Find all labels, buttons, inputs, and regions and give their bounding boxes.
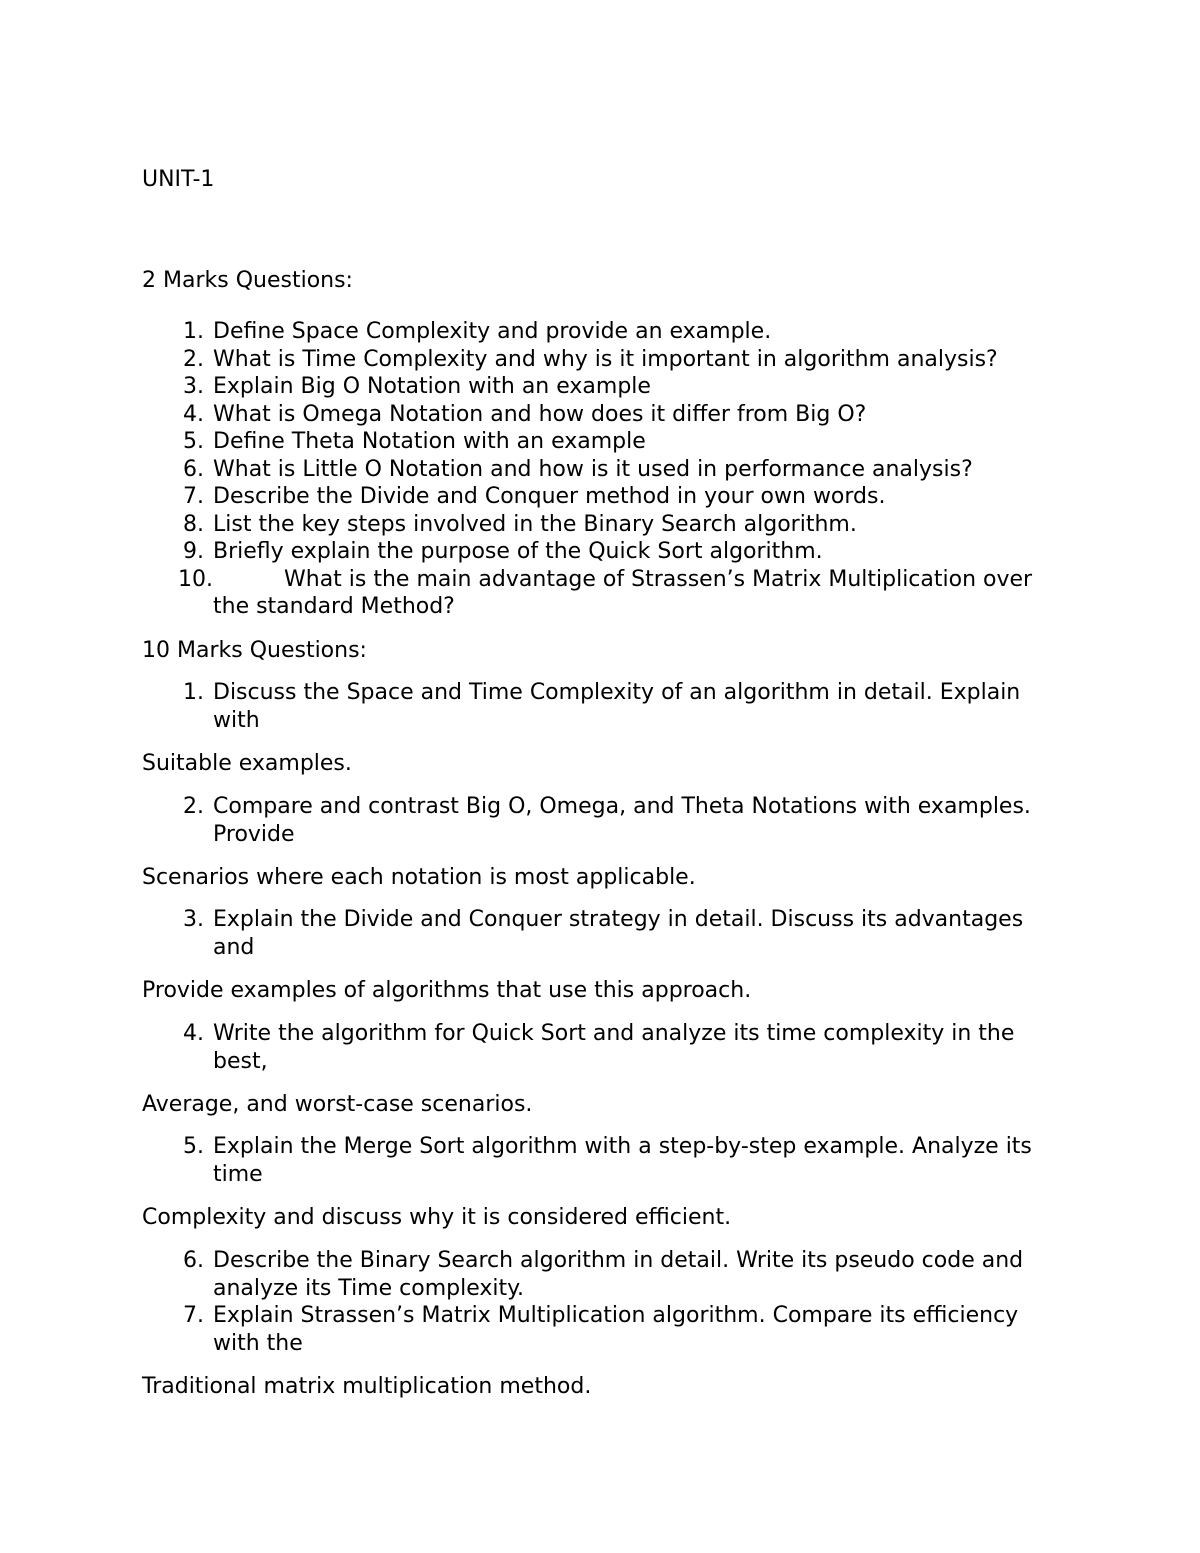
item-number: 9. xyxy=(183,539,204,564)
question-continuation: Traditional matrix multiplication method. xyxy=(142,1374,592,1399)
list-item xyxy=(142,1247,1062,1302)
list-item xyxy=(142,1302,1062,1357)
list-item xyxy=(142,1133,1062,1188)
list-item xyxy=(142,483,1062,511)
question-text: What is Omega Notation and how does it differ from Big O? xyxy=(213,401,867,427)
question-text: Explain the Merge Sort algorithm with a step-by-step example. Analyze its time xyxy=(213,1134,1032,1187)
question-text: Explain Strassen’s Matrix Multiplication algorithm. Compare its efficiency with the xyxy=(213,1303,1019,1356)
item-number: 4. xyxy=(183,401,204,427)
question-continuation: Scenarios where each notation is most applicable. xyxy=(142,865,696,890)
question-text: Briefly explain the purpose of the Quick Sort algorithm. xyxy=(213,539,823,564)
item-number: 7. xyxy=(183,484,204,509)
list-item xyxy=(142,511,1062,539)
question-continuation: Average, and worst-case scenarios. xyxy=(142,1092,533,1117)
item-number: 5. xyxy=(183,429,204,454)
item-number: 10. xyxy=(178,566,213,592)
list-item xyxy=(142,318,1062,346)
item-number: 6. xyxy=(183,1248,204,1273)
list-item xyxy=(142,373,1062,401)
question-text: Define Space Complexity and provide an example. xyxy=(213,319,772,344)
item-number: 3. xyxy=(183,907,204,932)
question-continuation: Complexity and discuss why it is considered efficient. xyxy=(142,1205,732,1230)
list-item xyxy=(142,679,1062,734)
unit-title: UNIT-1 xyxy=(142,167,215,192)
item-number: 1. xyxy=(183,680,204,705)
question-continuation: Suitable examples. xyxy=(142,751,352,776)
ten-marks-heading: 10 Marks Questions: xyxy=(142,638,367,663)
question-text: List the key steps involved in the Binary Search algorithm. xyxy=(213,511,857,537)
question-text: Describe the Divide and Conquer method in your own words. xyxy=(213,484,886,509)
question-text: Discuss the Space and Time Complexity of an algorithm in detail. Explain with xyxy=(213,680,1021,733)
question-text: What is Time Complexity and why is it important in algorithm analysis? xyxy=(213,346,998,372)
question-text: Describe the Binary Search algorithm in detail. Write its pseudo code and analyze its Time complexity. xyxy=(213,1248,1024,1301)
question-text: Compare and contrast Big O, Omega, and Theta Notations with examples. Provide xyxy=(213,794,1031,847)
item-number: 4. xyxy=(183,1021,204,1046)
two-marks-heading: 2 Marks Questions: xyxy=(142,268,353,293)
list-item xyxy=(142,793,1062,848)
item-number: 2. xyxy=(183,346,204,372)
question-text: Write the algorithm for Quick Sort and analyze its time complexity in the best, xyxy=(213,1021,1015,1074)
list-item xyxy=(142,428,1062,456)
list-item xyxy=(142,401,1062,429)
list-item xyxy=(142,566,1062,621)
question-text: Explain Big O Notation with an example xyxy=(213,374,651,399)
question-text: Explain the Divide and Conquer strategy in detail. Discuss its advantages and xyxy=(213,907,1024,960)
question-text: Define Theta Notation with an example xyxy=(213,429,646,454)
item-number: 5. xyxy=(183,1134,204,1159)
item-number: 1. xyxy=(183,319,204,344)
list-item xyxy=(142,1020,1062,1075)
item-number: 7. xyxy=(183,1303,204,1328)
question-continuation: Provide examples of algorithms that use this approach. xyxy=(142,978,752,1003)
item-number: 2. xyxy=(183,794,204,819)
list-item xyxy=(142,346,1062,374)
item-number: 8. xyxy=(183,511,204,537)
question-text: What is the main advantage of Strassen’s Matrix Multiplication over the standard Method? xyxy=(213,566,1033,619)
list-item xyxy=(142,456,1062,484)
item-number: 6. xyxy=(183,456,204,482)
list-item xyxy=(142,906,1062,961)
item-number: 3. xyxy=(183,374,204,399)
question-text: What is Little O Notation and how is it used in performance analysis? xyxy=(213,456,973,482)
list-item xyxy=(142,538,1062,566)
